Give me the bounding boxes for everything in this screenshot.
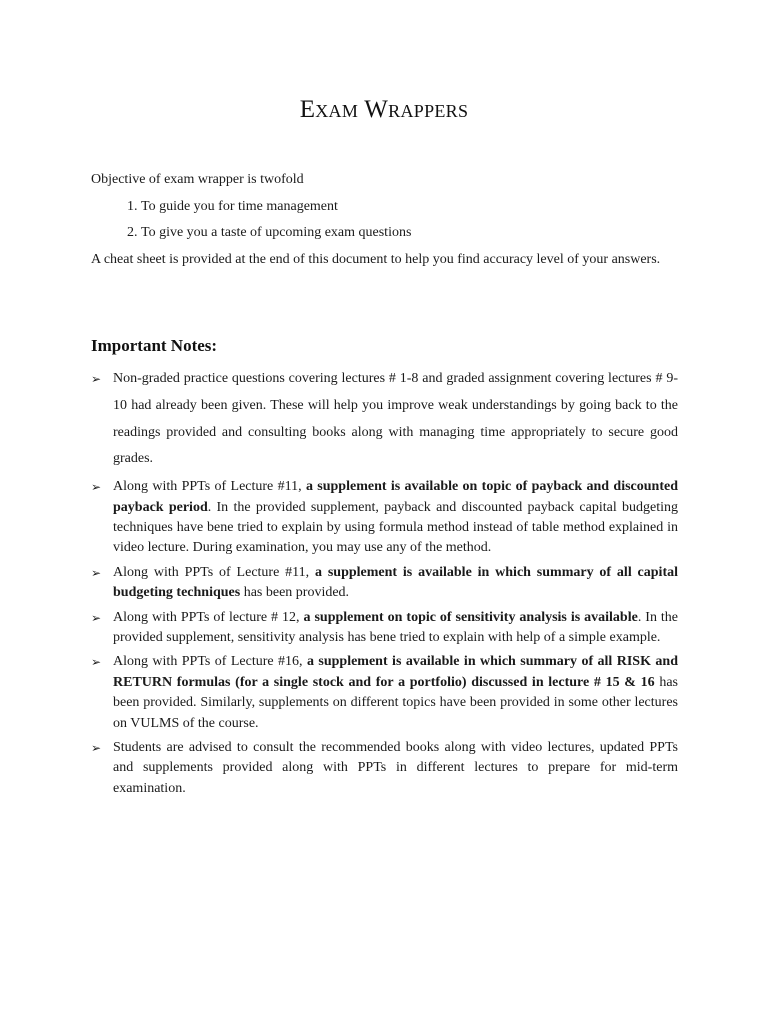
objective-text: Objective of exam wrapper is twofold: [91, 172, 304, 187]
note-text: Along with PPTs of Lecture #16,: [113, 654, 307, 670]
note-emphasis: a supplement is available in which summary of all capital budgeting techniques: [113, 564, 679, 601]
arrow-bullet-icon: ➢: [91, 741, 102, 756]
important-notes-heading: Important Notes:: [91, 336, 218, 355]
note-text: . In the provided supplement, sensitivity analysis has bene tried to explain with help of a simple example.: [113, 609, 679, 646]
arrow-bullet-icon: ➢: [91, 655, 102, 670]
note-text: Along with PPTs of Lecture #11,: [113, 564, 315, 580]
note-text: Non-graded practice questions covering lectures # 1-8 and graded assignment covering lectures # 9-10 had already been given. These will help you improve weak understandings by going back to the readings provided and consulting books along with managing time appropriately to secure good grades.: [113, 371, 678, 467]
note-item: [91, 608, 678, 649]
note-text: Along with PPTs of Lecture #11,: [113, 479, 306, 495]
note-emphasis: a supplement is available in which summary of all RISK and RETURN formulas (for a single stock and for a portfolio) discussed in lecture # 15 & 16: [113, 654, 678, 690]
objective-item: 1. To guide you for time management: [141, 194, 678, 221]
note-text: Along with PPTs of lecture # 12,: [113, 609, 304, 625]
page-title: Exam Wrappers: [299, 96, 469, 123]
note-item: [91, 652, 678, 734]
note-item: [91, 477, 678, 559]
note-emphasis: a supplement is available on topic of payback and discounted payback period: [113, 479, 678, 515]
arrow-bullet-icon: ➢: [91, 372, 102, 386]
intro-section: [91, 167, 678, 273]
note-emphasis: a supplement on topic of sensitivity analysis is available: [303, 609, 638, 625]
notes-list: [91, 366, 678, 799]
note-item: [91, 738, 678, 799]
objective-list: [91, 194, 678, 247]
note-text: has been provided. Similarly, supplements on different topics have been provided in some other lectures on VULMS of the course.: [113, 674, 678, 731]
arrow-bullet-icon: ➢: [91, 610, 102, 625]
arrow-bullet-icon: ➢: [91, 480, 102, 495]
note-item: [91, 366, 678, 473]
note-text: has been provided.: [240, 585, 350, 601]
note-text: . In the provided supplement, payback and discounted payback capital budgeting techniques have bene tried to explain by using formula method instead of table method explained in video lecture. During examination, you may use any of the method.: [113, 499, 678, 556]
note-text: Students are advised to consult the recommended books along with video lectures, updated PPTs and supplements provided along with PPTs in different lectures to prepare for mid-term examination.: [113, 740, 678, 796]
arrow-bullet-icon: ➢: [91, 565, 102, 580]
note-item: [91, 563, 678, 604]
objective-item: 2. To give you a taste of upcoming exam questions: [141, 220, 678, 247]
cheat-sheet-text: A cheat sheet is provided at the end of this document to help you find accuracy level of your answers.: [91, 251, 661, 267]
